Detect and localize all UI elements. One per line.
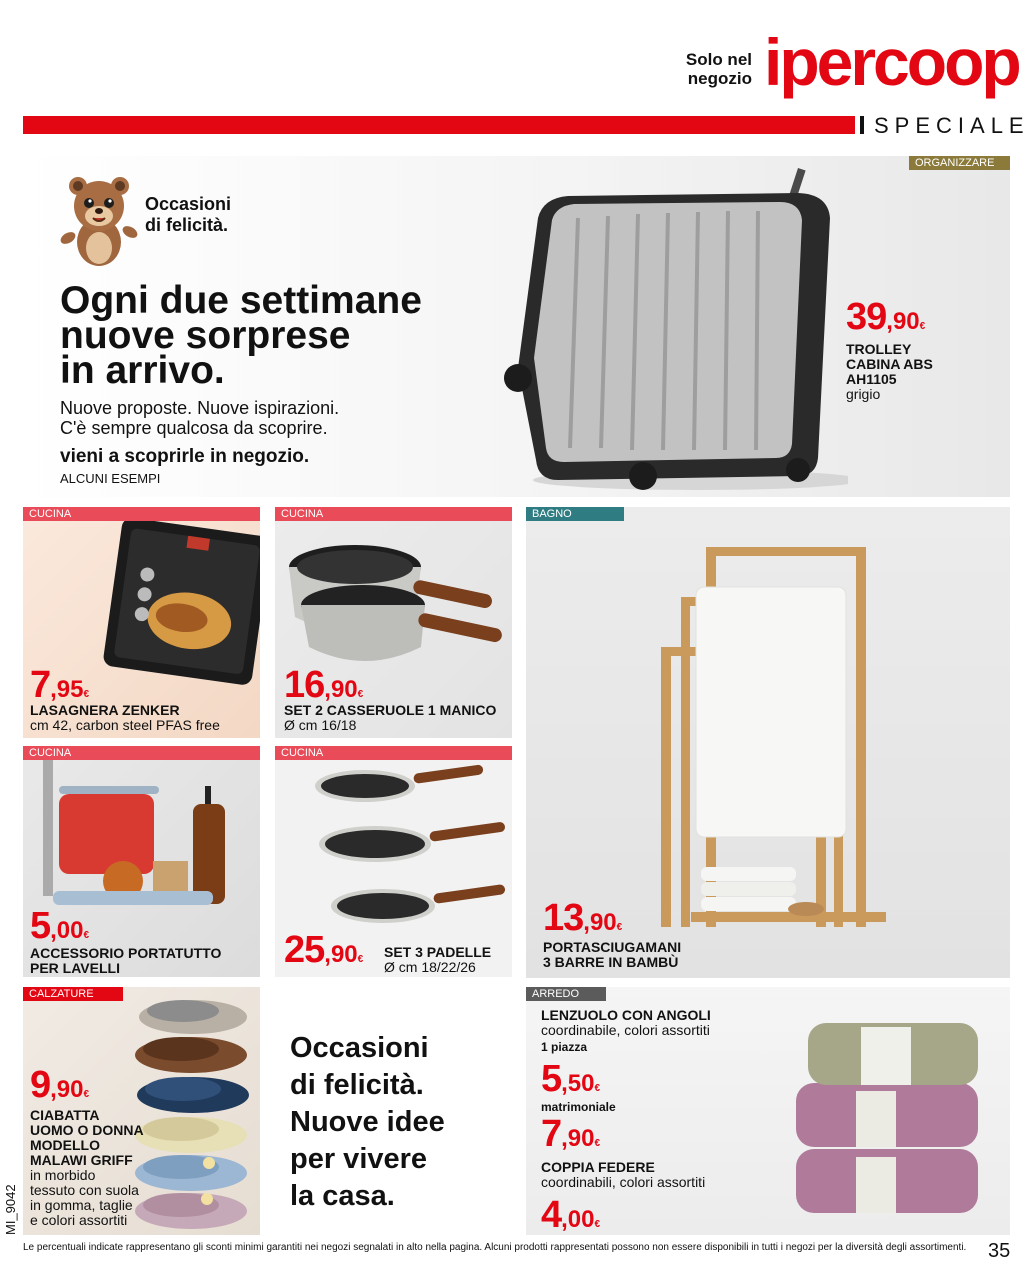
promo-line2: di felicità. — [290, 1069, 424, 1101]
portatutto-price — [30, 907, 89, 945]
lenzuolo-price-1p — [541, 1060, 600, 1098]
ciabatta-desc-line1: in morbido — [30, 1167, 96, 1183]
casseruole-info — [284, 703, 496, 733]
lenzuolo-desc: coordinabile, colori assortiti — [541, 1022, 710, 1038]
trolley-name-line2: CABINA ABS — [846, 356, 933, 372]
ciabatta-name-line2: UOMO O DONNA — [30, 1122, 144, 1138]
hero-subtitle — [60, 398, 339, 438]
tag-arredo: ARREDO — [526, 987, 606, 1001]
casseruole-currency: € — [357, 689, 364, 700]
tag-bagno: BAGNO — [526, 507, 624, 521]
page-number: 35 — [988, 1240, 1011, 1262]
lasagnera-price-int: 7 — [30, 664, 51, 706]
federe-price-int: 4 — [541, 1194, 562, 1236]
trolley-currency: € — [919, 321, 926, 332]
hero-cta: vieni a scoprirle in negozio. — [60, 446, 310, 467]
padelle-price-dec: ,90 — [324, 941, 358, 968]
portasciugamani-price-int: 13 — [543, 897, 584, 939]
casseruole-desc: Ø cm 16/18 — [284, 717, 357, 733]
promo-line3: Nuove idee — [290, 1106, 445, 1138]
portatutto-name-line1: ACCESSORIO PORTATUTTO — [30, 945, 222, 961]
hero-title-line2: nuove sorprese — [60, 314, 351, 357]
lasagnera-price-dec: ,95 — [50, 676, 84, 703]
padelle-desc: Ø cm 18/22/26 — [384, 959, 476, 975]
tag-cucina-padelle: CUCINA — [275, 746, 512, 760]
ciabatta-desc-line4: e colori assortiti — [30, 1212, 128, 1228]
ciabatta-name-line1: CIABATTA — [30, 1107, 100, 1123]
footer-disclaimer: Le percentuali indicate rappresentano gli sconti minimi garantiti nei negozi segnalati in alto nella pagina. Alcuni prodotti rappresentati possono non essere disponibili in tutti i negozi per la diversità degli assortimenti. — [23, 1242, 967, 1253]
occasioni-small — [145, 194, 231, 236]
promo-line1: Occasioni — [290, 1032, 429, 1064]
portatutto-name-line2: PER LAVELLI — [30, 960, 120, 976]
casseruole-price-dec: ,90 — [324, 676, 358, 703]
ciabatta-price-int: 9 — [30, 1064, 51, 1106]
federe-name: COPPIA FEDERE — [541, 1159, 655, 1175]
page-code: MI_9042 — [3, 1184, 18, 1235]
promo-text — [290, 1030, 445, 1215]
tag-cucina-lasagnera: CUCINA — [23, 507, 260, 521]
solo-nel-negozio — [668, 50, 752, 88]
lenzuolo-info — [541, 1008, 711, 1055]
lenzuolo-size2: matrimoniale — [541, 1100, 616, 1114]
hero-sub-line2: C'è sempre qualcosa da scoprire. — [60, 418, 328, 438]
ciabatta-price — [30, 1066, 89, 1104]
hero-sub-line1: Nuove proposte. Nuove ispirazioni. — [60, 398, 340, 418]
portasciugamani-price — [543, 899, 622, 937]
ciabatta-name-line4: MALAWI GRIFF — [30, 1152, 133, 1168]
solo-line1: Solo nel — [685, 50, 752, 69]
section-title: SPECIALE — [874, 113, 1030, 138]
trolley-price — [846, 298, 925, 336]
occasion-line1: Occasioni — [145, 194, 232, 214]
tag-calzature: CALZATURE — [23, 987, 123, 1001]
hero-small-text: ALCUNI ESEMPI — [60, 471, 161, 486]
tag-organizzare: ORGANIZZARE — [909, 156, 1010, 170]
lasagnera-price — [30, 666, 89, 704]
casseruole-name: SET 2 CASSERUOLE 1 MANICO — [284, 702, 497, 718]
portasciugamani-info — [543, 940, 681, 970]
trolley-price-int: 39 — [846, 296, 887, 338]
lenzuolo-price1-dec: ,50 — [561, 1070, 595, 1097]
ciabatta-desc-line2: tessuto con suola — [30, 1182, 139, 1198]
lenzuolo-price-matr — [541, 1115, 600, 1153]
lasagnera-name: LASAGNERA ZENKER — [30, 702, 180, 718]
header-divider — [860, 116, 864, 134]
ciabatta-desc-line3: in gomma, taglie — [30, 1197, 133, 1213]
trolley-desc: grigio — [846, 386, 881, 402]
lenzuolo-price2-int: 7 — [541, 1113, 562, 1155]
lenzuolo-price2-dec: ,90 — [561, 1125, 595, 1152]
ciabatta-info — [30, 1108, 144, 1228]
federe-info — [541, 1160, 705, 1190]
portatutto-currency: € — [83, 930, 90, 941]
portasciugamani-currency: € — [616, 922, 623, 933]
federe-price-dec: ,00 — [561, 1206, 595, 1233]
solo-line2: negozio — [687, 69, 752, 88]
casseruole-price — [284, 666, 363, 704]
federe-desc: coordinabili, colori assortiti — [541, 1174, 706, 1190]
padelle-name: SET 3 PADELLE — [384, 944, 492, 960]
lenzuolo-currency2: € — [594, 1138, 601, 1149]
portasciugamani-price-dec: ,90 — [583, 909, 617, 936]
hero-title — [60, 279, 422, 392]
trolley-name-line1: TROLLEY — [846, 341, 912, 357]
padelle-price-int: 25 — [284, 929, 325, 971]
casseruole-price-int: 16 — [284, 664, 325, 706]
ipercoop-logo: ipercoop — [764, 25, 1019, 99]
ciabatta-name-line3: MODELLO — [30, 1137, 100, 1153]
tag-cucina-portatutto: CUCINA — [23, 746, 260, 760]
trolley-price-dec: ,90 — [886, 308, 920, 335]
padelle-info — [384, 945, 491, 975]
hero-title-line1: Ogni due settimane — [60, 279, 422, 322]
federe-price — [541, 1196, 600, 1234]
header-red-bar — [23, 116, 855, 134]
trolley-name-line3: AH1105 — [846, 371, 897, 387]
lasagnera-desc: cm 42, carbon steel PFAS free — [30, 717, 220, 733]
hero-title-line3: in arrivo. — [60, 349, 225, 392]
portatutto-info — [30, 946, 221, 976]
lenzuolo-name: LENZUOLO CON ANGOLI — [541, 1007, 711, 1023]
lasagnera-currency: € — [83, 689, 90, 700]
portatutto-price-int: 5 — [30, 905, 51, 947]
federe-currency: € — [594, 1219, 601, 1230]
quokka-mascot-icon — [58, 172, 140, 270]
trolley-info — [846, 342, 933, 402]
padelle-currency: € — [357, 954, 364, 965]
promo-line5: la casa. — [290, 1180, 395, 1212]
portasciugamani-name-line1: PORTASCIUGAMANI — [543, 939, 682, 955]
portasciugamani-name-line2: 3 BARRE IN BAMBÙ — [543, 954, 679, 970]
promo-line4: per vivere — [290, 1143, 428, 1175]
ciabatta-currency: € — [83, 1089, 90, 1100]
occasion-line2: di felicità. — [145, 215, 229, 235]
lenzuolo-price1-int: 5 — [541, 1058, 562, 1100]
lasagnera-info — [30, 703, 220, 733]
ciabatta-price-dec: ,90 — [50, 1076, 84, 1103]
lenzuolo-currency1: € — [594, 1083, 601, 1094]
trolley-suitcase-image — [498, 158, 848, 498]
lenzuolo-size1: 1 piazza — [541, 1040, 588, 1054]
tag-cucina-casseruole: CUCINA — [275, 507, 512, 521]
portatutto-price-dec: ,00 — [50, 917, 84, 944]
padelle-price — [284, 931, 363, 969]
